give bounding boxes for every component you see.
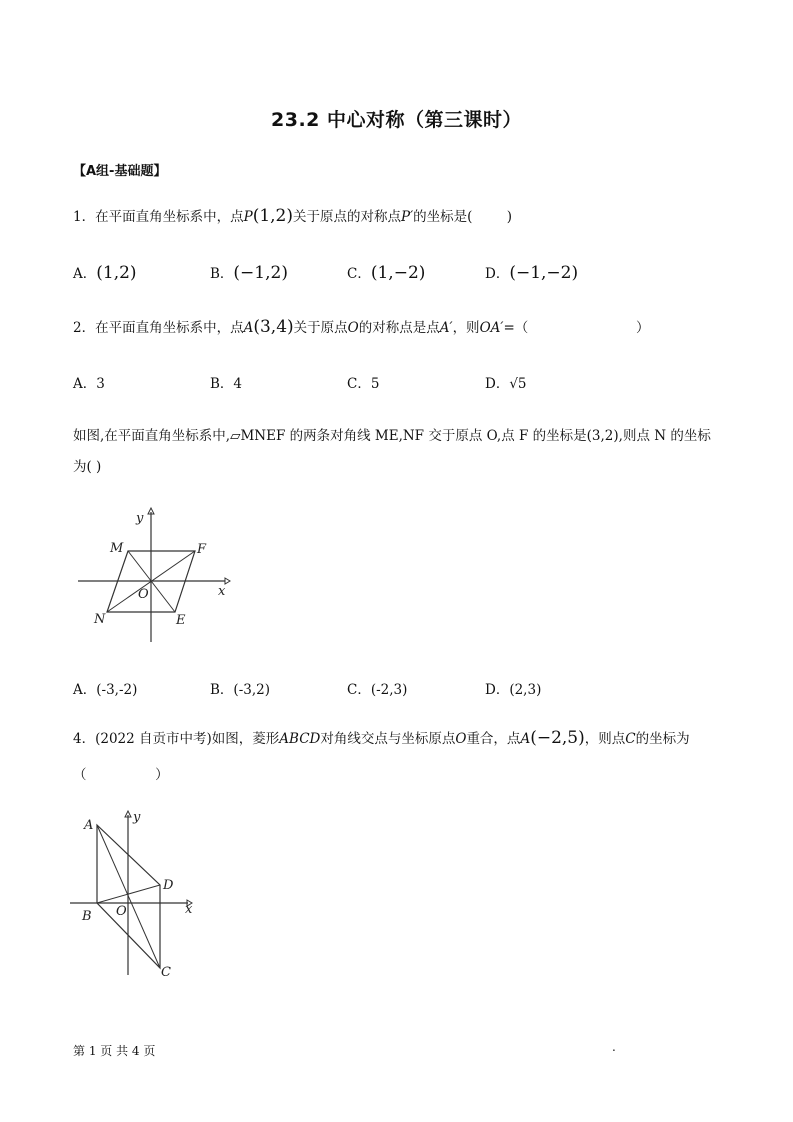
q3-figure: [70, 500, 240, 650]
q3-line-1: 如图,在平面直角坐标系中,▱MNEF 的两条对角线 ME,NF 交于原点 O,点 F 的坐标是(3,2),则点 N 的坐标: [73, 428, 711, 444]
q3-label-o: O: [138, 587, 149, 602]
q1-number: 1．: [73, 209, 96, 225]
q1-option-d[interactable]: D．(−1,−2): [485, 263, 579, 283]
page-footer: 第 1 页 共 4 页: [73, 1044, 156, 1058]
q3-option-b[interactable]: B．(-3,2): [210, 682, 270, 698]
page-title: 23.2 中心对称（第三课时）: [271, 109, 522, 131]
q2-option-d[interactable]: D．√5: [485, 376, 527, 392]
question-2: 2．在平面直角坐标系中，点A(3,4)关于原点O的对称点是点A′，则OA′=（: [73, 317, 529, 337]
q2-close-paren: ）: [636, 320, 650, 336]
q4-label-o: O: [116, 904, 127, 919]
q1-coord: (1,2): [252, 206, 293, 226]
q3-label-y: y: [136, 511, 144, 526]
q4-label-a: A: [84, 818, 94, 833]
q3-line-2: 为( ): [73, 459, 102, 475]
q1-option-a[interactable]: A．(1,2): [73, 263, 137, 283]
q1-text-2: 关于原点的对称点: [293, 209, 401, 225]
q4-figure: [70, 803, 210, 988]
q2-option-b[interactable]: B．4: [210, 376, 243, 392]
q1-point-p: P: [243, 209, 253, 225]
q3-option-c[interactable]: C．(-2,3): [347, 682, 408, 698]
q3-option-a[interactable]: A．(-3,-2): [73, 682, 138, 698]
q3-label-f: F: [197, 542, 207, 557]
question-4: 4．(2022 自贡市中考)如图，菱形ABCD对角线交点与坐标原点O重合，点A(−2,5)，则点C的坐标为: [73, 728, 690, 748]
q1-text-3: 的坐标是(: [413, 209, 473, 225]
q2-option-c[interactable]: C．5: [347, 376, 380, 392]
q4-label-x: x: [185, 902, 193, 917]
q4-label-c: C: [161, 965, 171, 980]
q3-label-e: E: [176, 613, 186, 628]
q3-label-m: M: [110, 541, 124, 556]
q1-point-pprime: P′: [401, 209, 414, 225]
q3-x-arrow: [225, 578, 230, 584]
q4-label-b: B: [82, 909, 92, 924]
q3-label-x: x: [218, 584, 226, 599]
q3-label-n: N: [94, 612, 106, 627]
q1-option-b[interactable]: B．(−1,2): [210, 263, 288, 283]
q4-label-y: y: [133, 810, 141, 825]
q1-option-c[interactable]: C．(1,−2): [347, 263, 426, 283]
section-heading: 【A组-基础题】: [73, 164, 167, 179]
q1-text-1: 在平面直角坐标系中，点: [95, 209, 244, 225]
q4-line-2: （ ）: [73, 767, 169, 783]
q1-text-4: ): [506, 209, 513, 225]
question-1: [73, 205, 512, 226]
q4-label-d: D: [163, 878, 174, 893]
q1-blank: [472, 209, 506, 225]
q2-option-a[interactable]: A．3: [73, 376, 105, 392]
footer-dot: .: [612, 1040, 616, 1054]
q3-option-d[interactable]: D．(2,3): [485, 682, 542, 698]
